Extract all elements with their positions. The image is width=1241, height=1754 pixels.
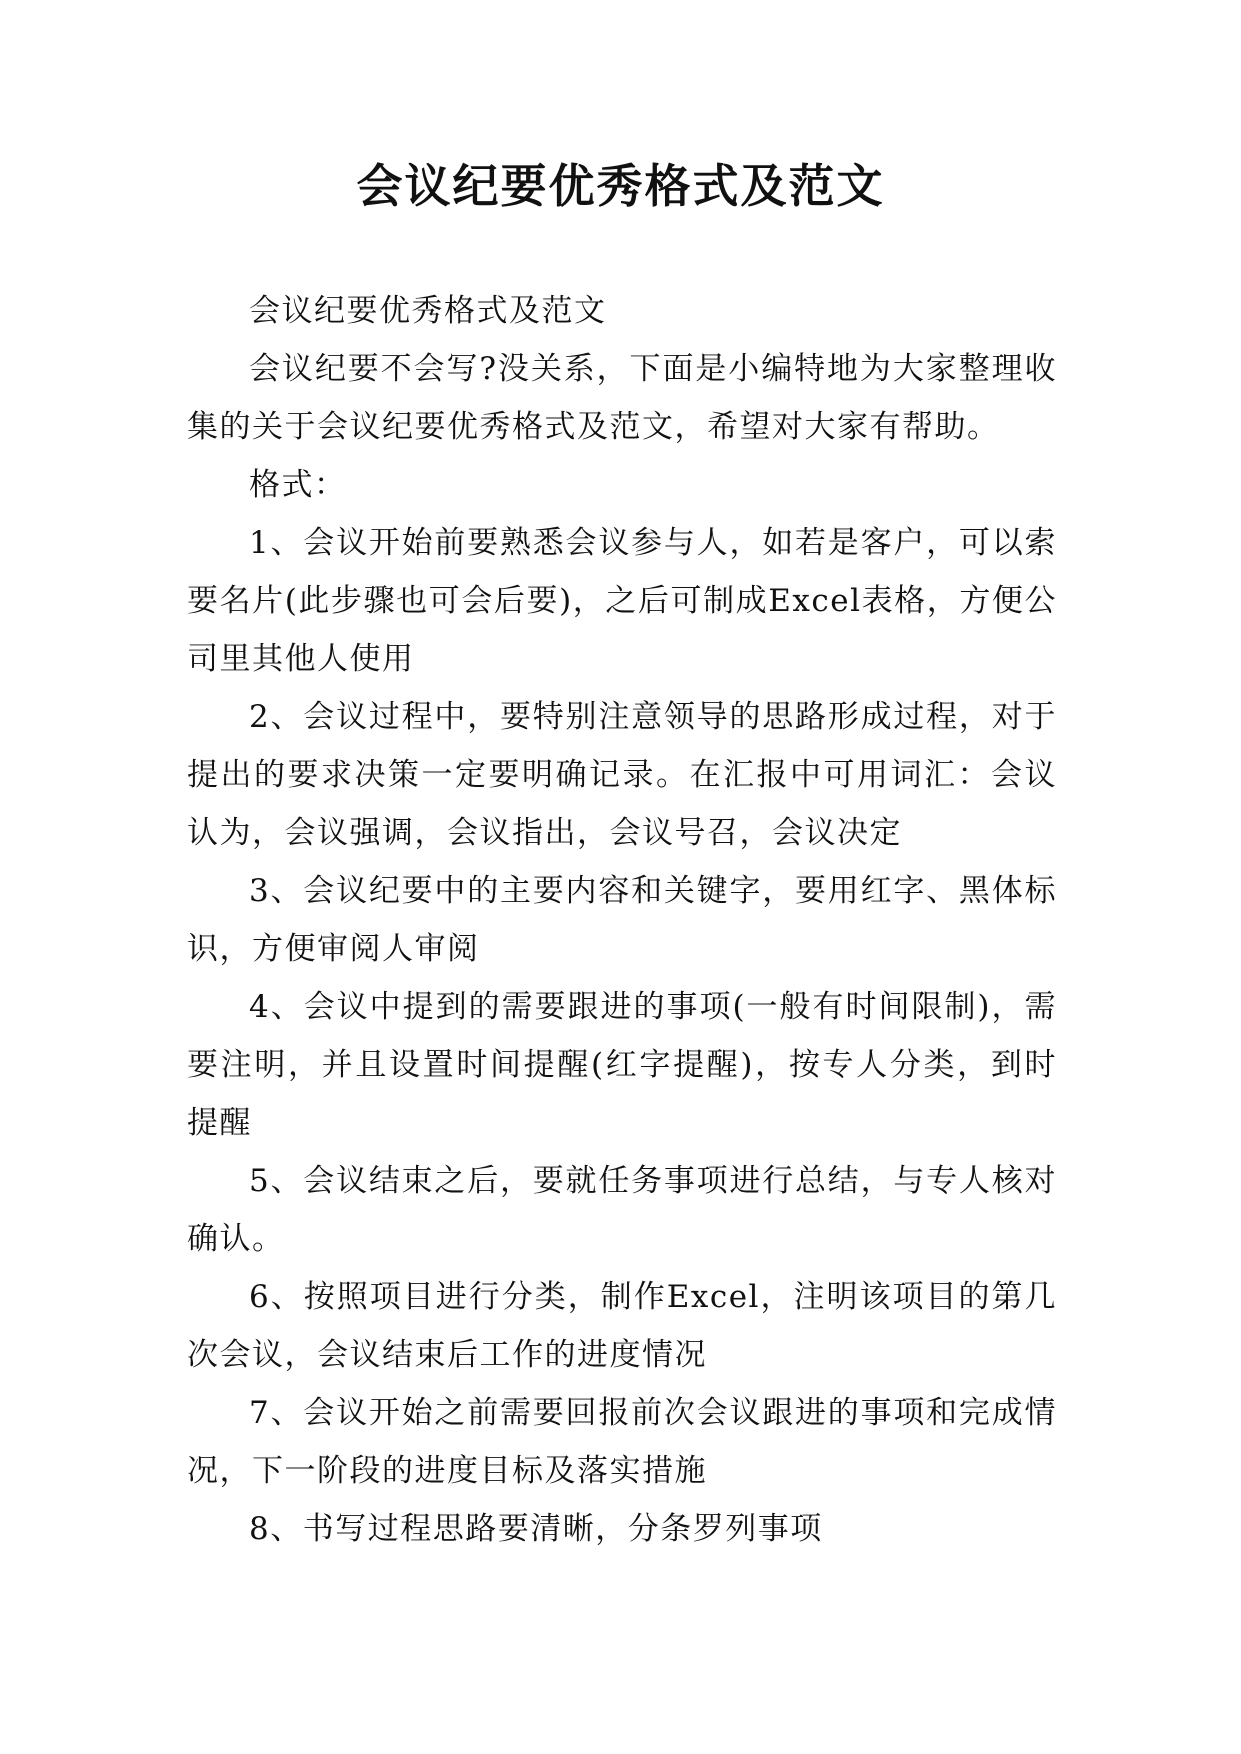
paragraph-item-1: 1、会议开始前要熟悉会议参与人，如若是客户，可以索要名片(此步骤也可会后要)，之后可制成Excel表格，方便公司里其他人使用 <box>187 525 1057 677</box>
paragraph-item-3: 3、会议纪要中的主要内容和关键字，要用红字、黑体标识，方便审阅人审阅 <box>187 873 1057 967</box>
document-title: 会议纪要优秀格式及范文 <box>356 159 885 213</box>
paragraph-intro: 会议纪要不会写?没关系，下面是小编特地为大家整理收集的关于会议纪要优秀格式及范文，希望对大家有帮助。 <box>187 351 1057 445</box>
document-body <box>187 282 1057 1558</box>
paragraph-item-6: 6、按照项目进行分类，制作Excel，注明该项目的第几次会议，会议结束后工作的进度情况 <box>187 1279 1057 1373</box>
paragraph-item-8: 8、书写过程思路要清晰，分条罗列事项 <box>249 1511 823 1547</box>
paragraph-item-7: 7、会议开始之前需要回报前次会议跟进的事项和完成情况，下一阶段的进度目标及落实措施 <box>187 1395 1057 1489</box>
paragraph-item-5: 5、会议结束之后，要就任务事项进行总结，与专人核对确认。 <box>187 1163 1057 1257</box>
paragraph-item-4: 4、会议中提到的需要跟进的事项(一般有时间限制)，需要注明，并且设置时间提醒(红字提醒)，按专人分类，到时提醒 <box>187 989 1057 1141</box>
paragraph-item-2: 2、会议过程中，要特别注意领导的思路形成过程，对于提出的要求决策一定要明确记录。在汇报中可用词汇：会议认为，会议强调，会议指出，会议号召，会议决定 <box>187 699 1057 851</box>
paragraph-format-heading: 格式： <box>249 467 347 503</box>
paragraph-subtitle: 会议纪要优秀格式及范文 <box>249 293 607 329</box>
